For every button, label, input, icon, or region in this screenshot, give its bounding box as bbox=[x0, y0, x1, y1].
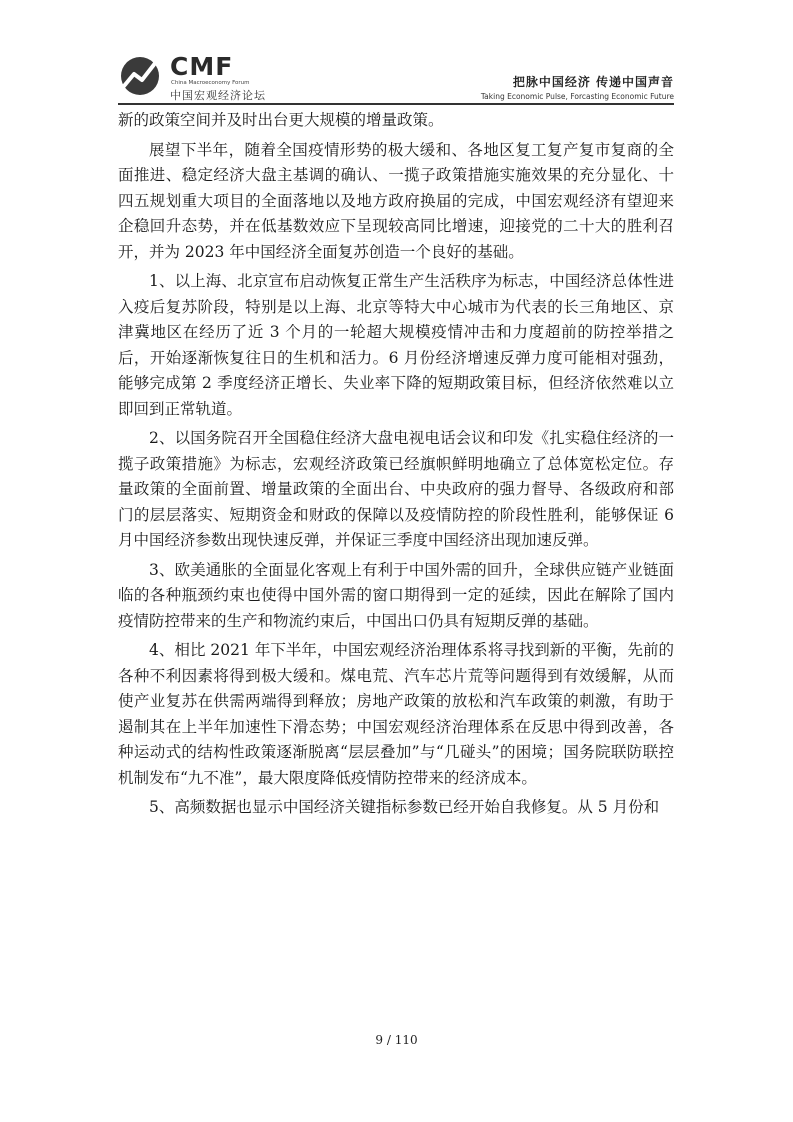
page-header bbox=[118, 50, 674, 104]
header-divider bbox=[118, 103, 674, 105]
paragraph-point-5: 5、高频数据也显示中国经济关键指标参数已经开始自我修复。从 5 月份和 bbox=[149, 798, 660, 816]
paragraph-outlook: 展望下半年，随着全国疫情形势的极大缓和、各地区复工复产复市复商的全面推进、稳定经济大盘主基调的确认、一揽子政策措施实施效果的充分显化、十四五规划重大项目的全面落地以及地方政府换届的完成，中国宏观经济有望迎来企稳回升态势，并在低基数效应下呈现较高同比增速，迎接党的二十大的胜利召开，并为 2023 年中国经济全面复苏创造一个良好的基础。 bbox=[118, 140, 674, 261]
paragraph-point-2: 2、以国务院召开全国稳住经济大盘电视电话会议和印发《扎实稳住经济的一揽子政策措施》为标志，宏观经济政策已经旗帜鲜明地确立了总体宽松定位。存量政策的全面前置、增量政策的全面出台、中央政府的强力督导、各级政府和部门的层层落实、短期资金和财政的保障以及疫情防控的阶段性胜利，能够保证 6 月中国经济参数出现快速反弹，并保证三季度中国经济出现加速反弹。 bbox=[118, 429, 674, 549]
slogan-chinese: 把脉中国经济 传递中国声音 bbox=[512, 75, 674, 89]
paragraph-point-1: 1、以上海、北京宣布启动恢复正常生产生活秩序为标志，中国经济总体性进入疫后复苏阶段，特别是以上海、北京等特大中心城市为代表的长三角地区、京津冀地区在经历了近 3 个月的一轮超大规模疫情冲击和力度超前的防控举措之后，开始逐渐恢复往日的生机和活力。6 月份经济增速反弹力度可能相对强劲，能够完成第 2 季度经济正增长、失业率下降的短期政策目标，但经济依然难以立即回到正常轨道。 bbox=[118, 272, 674, 418]
chart-arrow-icon bbox=[118, 56, 166, 96]
paragraph-continuation: 新的政策空间并及时出台更大规模的增量政策。 bbox=[118, 111, 444, 129]
slogan-english: Taking Economic Pulse, Forcasting Economic Future bbox=[480, 92, 674, 101]
page-number: 9 / 110 bbox=[375, 1033, 418, 1047]
paragraph-point-3: 3、欧美通胀的全面显化客观上有利于中国外需的回升，全球供应链产业链面临的各种瓶颈约束也使得中国外需的窗口期得到一定的延续，因此在解除了国内疫情防控带来的生产和物流约束后，中国出口仍具有短期反弹的基础。 bbox=[118, 560, 674, 630]
header-slogan bbox=[481, 73, 674, 101]
logo-chinese-name: 中国宏观经济论坛 bbox=[170, 89, 266, 102]
paragraph-point-4: 4、相比 2021 年下半年，中国宏观经济治理体系将寻找到新的平衡，先前的各种不利因素将得到极大缓和。煤电荒、汽车芯片荒等问题得到有效缓解，从而使产业复苏在供需两端得到释放；房地产政策的放松和汽车政策的刺激，有助于遏制其在上半年加速性下滑态势；中国宏观经济治理体系在反思中得到改善，各种运动式的结构性政策逐渐脱离“层层叠加”与“几碰头”的困境；国务院联防联控机制发布“九不准”，最大限度降低疫情防控带来的经济成本。 bbox=[118, 641, 674, 787]
cmf-logo bbox=[118, 50, 278, 104]
logo-text: CMF bbox=[170, 52, 234, 81]
document-body bbox=[118, 108, 674, 825]
logo-english-name: China Macroeconomy Forum bbox=[171, 80, 250, 86]
